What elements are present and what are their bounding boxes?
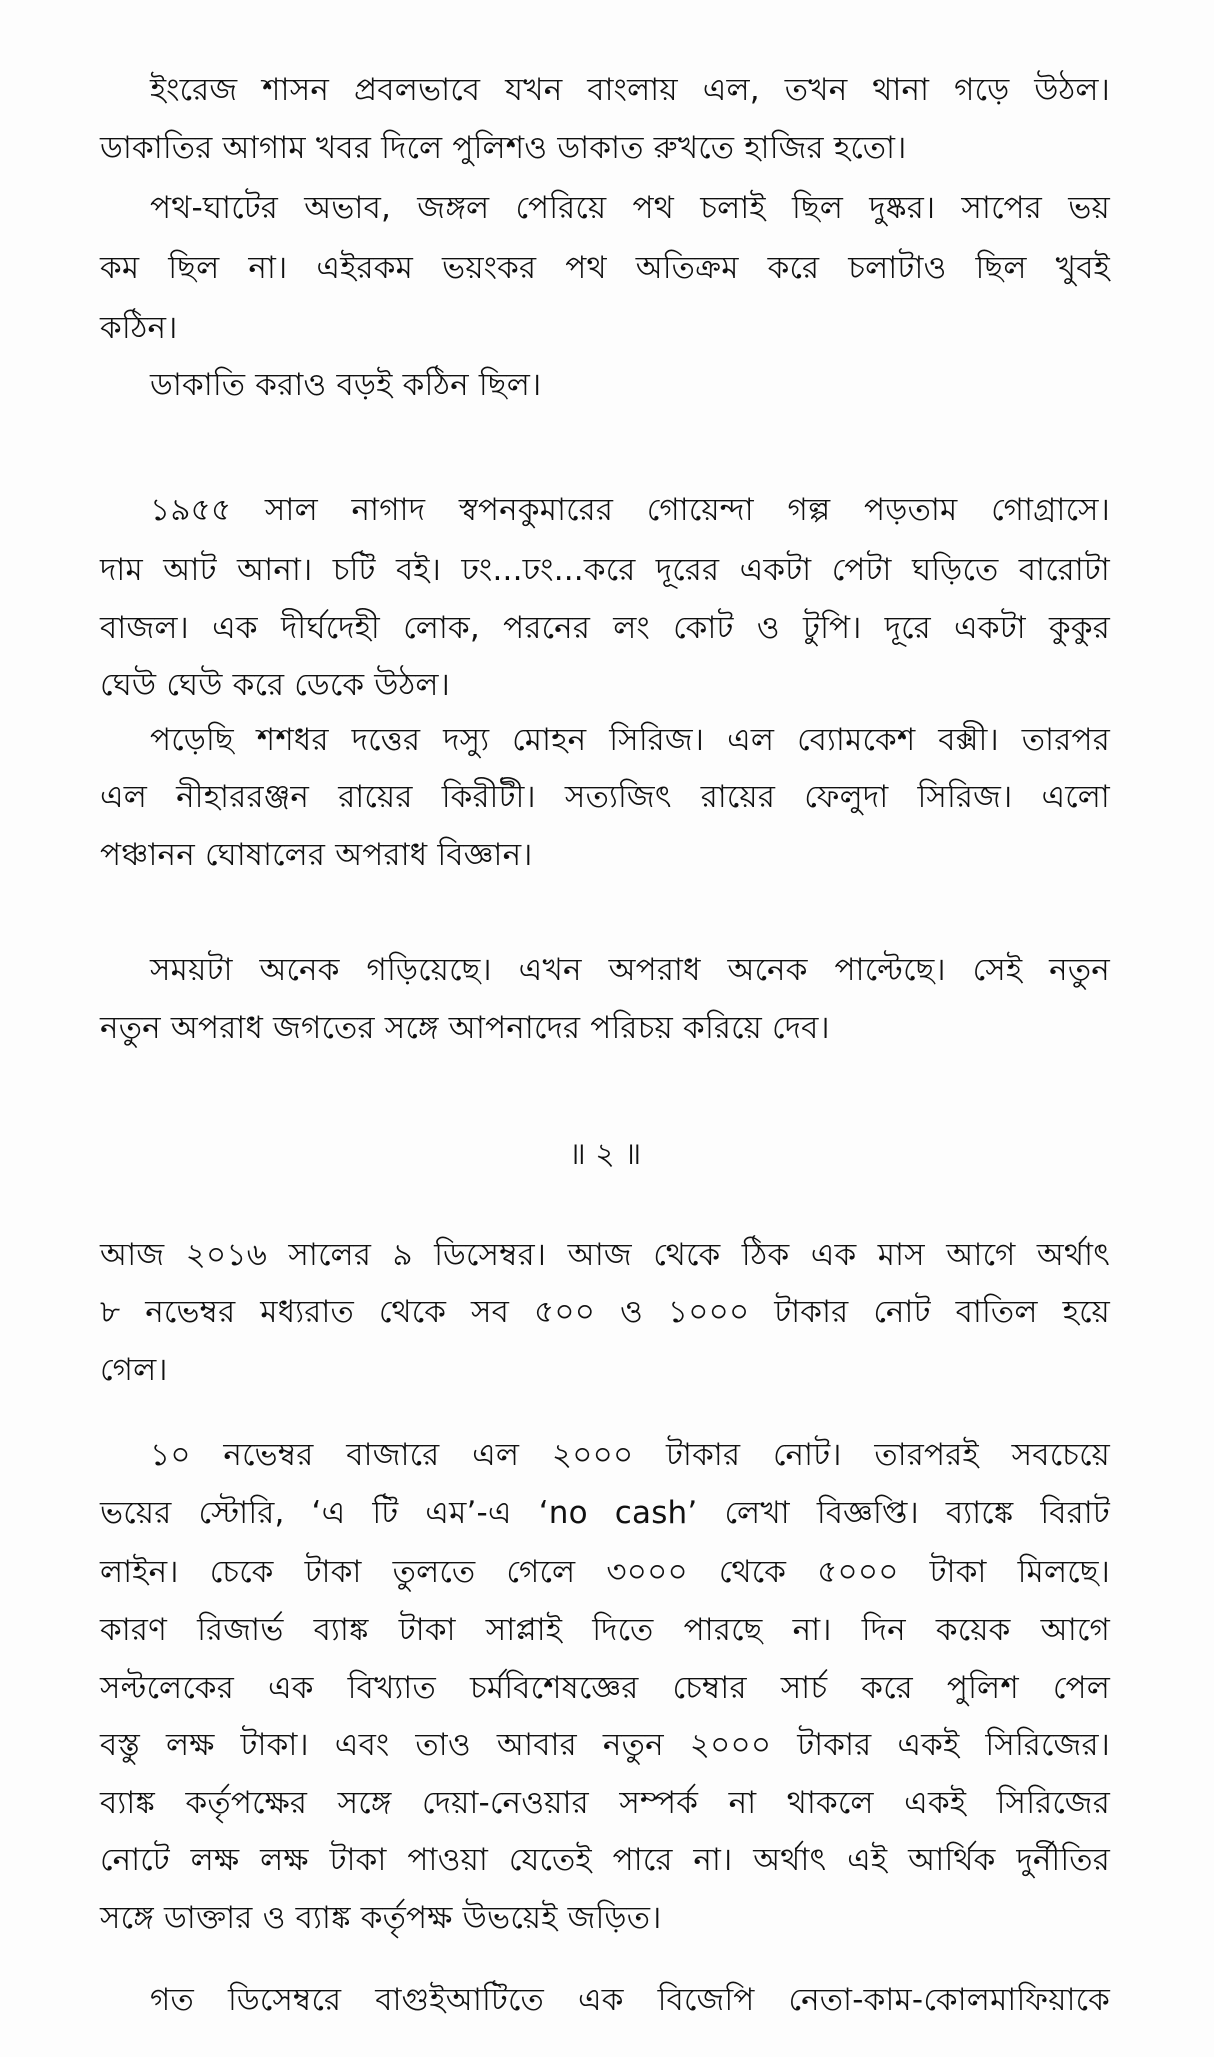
text-line: ব্যাঙ্ক কর্তৃপক্ষের সঙ্গে দেয়া-নেওয়ার সম্পর্ক না থাকলে একই সিরিজের [100, 1785, 1110, 1821]
text-line: দাম আট আনা। চটি বই। ঢং...ঢং...করে দূরের একটা পেটা ঘড়িতে বারোটা [100, 552, 1110, 588]
text-line: ঘেউ ঘেউ করে ডেকে উঠল। [100, 667, 450, 703]
text-line: গত ডিসেম্বরে বাগুইআটিতে এক বিজেপি নেতা-কাম-কোলমাফিয়াকে [150, 1982, 1110, 2018]
text-line: কম ছিল না। এইরকম ভয়ংকর পথ অতিক্রম করে চলাটাও ছিল খুবই [100, 250, 1110, 286]
text-line: নতুন অপরাধ জগতের সঙ্গে আপনাদের পরিচয় করিয়ে দেব। [100, 1010, 830, 1046]
text-line: বস্তু লক্ষ টাকা। এবং তাও আবার নতুন ২০০০ টাকার একই সিরিজের। [100, 1727, 1110, 1763]
text-line: কারণ রিজার্ভ ব্যাঙ্ক টাকা সাপ্লাই দিতে পারছে না। দিন কয়েক আগে [100, 1612, 1110, 1648]
text-line: লাইন। চেকে টাকা তুলতে গেলে ৩০০০ থেকে ৫০০০ টাকা মিলছে। [100, 1554, 1110, 1590]
text-line: পঞ্চানন ঘোষালের অপরাধ বিজ্ঞান। [100, 837, 533, 873]
text-line: সময়টা অনেক গড়িয়েছে। এখন অপরাধ অনেক পাল্টেছে। সেই নতুন [150, 952, 1110, 988]
text-line: এল নীহাররঞ্জন রায়ের কিরীটী। সত্যজিৎ রায়ের ফেলুদা সিরিজ। এলো [100, 779, 1110, 815]
text-line: ভয়ের স্টোরি, ‘এ টি এম’-এ ‘no cash’ লেখা বিজ্ঞপ্তি। ব্যাঙ্কে বিরাট [100, 1495, 1110, 1531]
text-line: সল্টলেকের এক বিখ্যাত চর্মবিশেষজ্ঞের চেম্বার সার্চ করে পুলিশ পেল [100, 1670, 1110, 1706]
text-line: পথ-ঘাটের অভাব, জঙ্গল পেরিয়ে পথ চলাই ছিল দুষ্কর। সাপের ভয় [150, 190, 1110, 226]
text-line: ৮ নভেম্বর মধ্যরাত থেকে সব ৫০০ ও ১০০০ টাকার নোট বাতিল হয়ে [100, 1294, 1110, 1330]
text-line: ১০ নভেম্বর বাজারে এল ২০০০ টাকার নোট। তারপরই সবচেয়ে [150, 1437, 1110, 1473]
text-line: গেল। [100, 1352, 168, 1388]
text-line: আজ ২০১৬ সালের ৯ ডিসেম্বর। আজ থেকে ঠিক এক মাস আগে অর্থাৎ [100, 1237, 1110, 1273]
text-line: সঙ্গে ডাক্তার ও ব্যাঙ্ক কর্তৃপক্ষ উভয়েই জড়িত। [100, 1900, 662, 1936]
text-line: ডাকাতি করাও বড়ই কঠিন ছিল। [150, 367, 542, 403]
text-line: পড়েছি শশধর দত্তের দস্যু মোহন সিরিজ। এল ব্যোমকেশ বক্সী। তারপর [150, 722, 1110, 758]
text-line: ডাকাতির আগাম খবর দিলে পুলিশও ডাকাত রুখতে হাজির হতো। [100, 130, 907, 166]
text-line: ১৯৫৫ সাল নাগাদ স্বপনকুমারের গোয়েন্দা গল্প পড়তাম গোগ্রাসে। [150, 492, 1110, 528]
text-line: ইংরেজ শাসন প্রবলভাবে যখন বাংলায় এল, তখন থানা গড়ে উঠল। [150, 72, 1110, 108]
text-line: নোটে লক্ষ লক্ষ টাকা পাওয়া যেতেই পারে না। অর্থাৎ এই আর্থিক দুর্নীতির [100, 1842, 1110, 1878]
text-line: কঠিন। [100, 310, 178, 346]
section-marker: ॥ ২ ॥ [568, 1137, 642, 1172]
text-line: বাজল। এক দীর্ঘদেহী লোক, পরনের লং কোট ও টুপি। দূরে একটা কুকুর [100, 610, 1110, 646]
